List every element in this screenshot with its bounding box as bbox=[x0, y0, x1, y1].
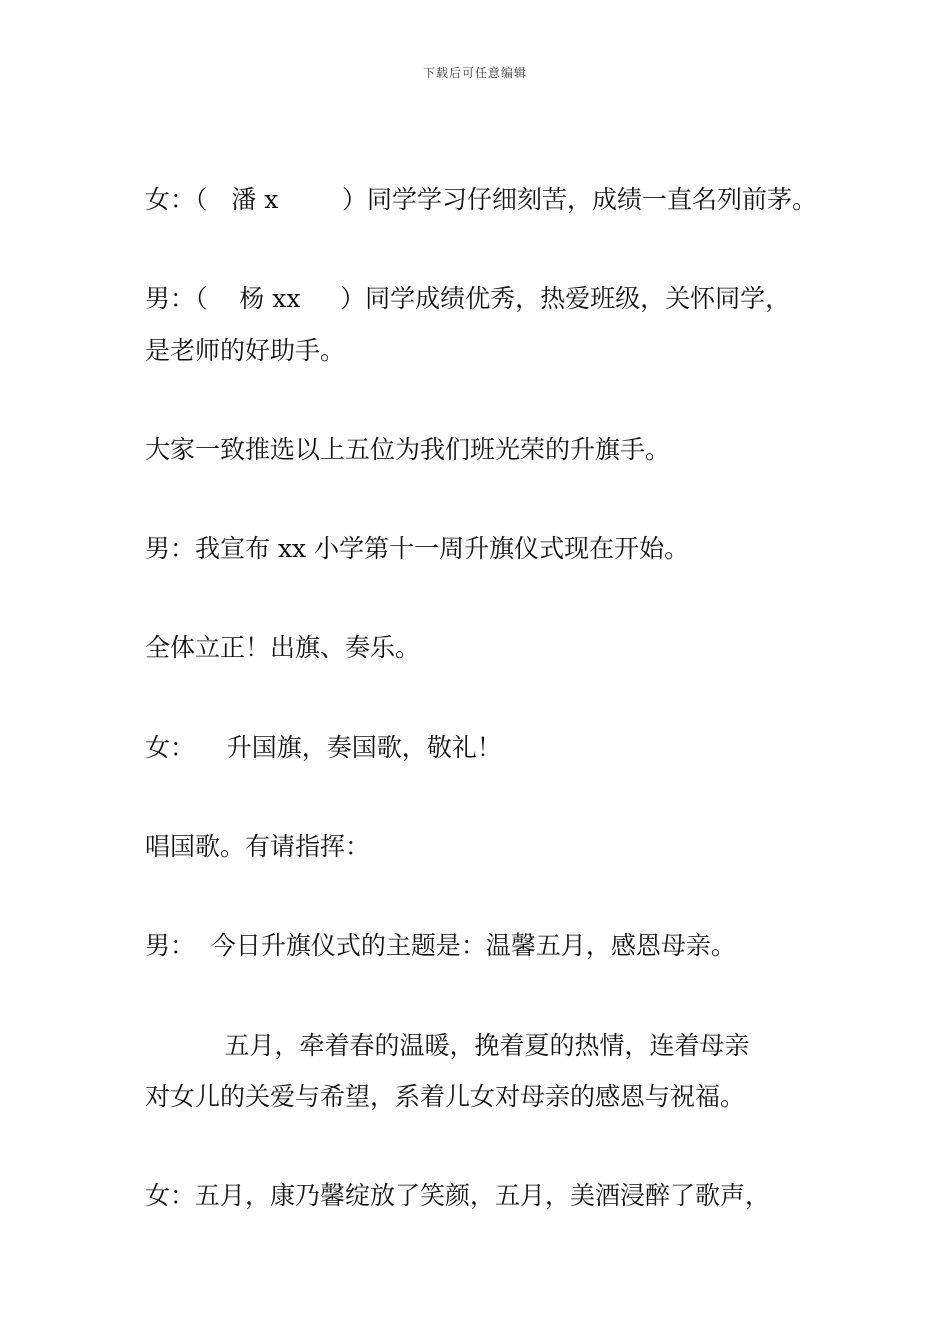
paragraph-line: 五月，牵着春的温暖，挽着夏的热情，连着母亲 bbox=[145, 1031, 750, 1060]
paragraph-line: 大家一致推选以上五位为我们班光荣的升旗手。 bbox=[145, 435, 671, 464]
paragraph-line: 对女儿的关爱与希望，系着儿女对母亲的感恩与祝福。 bbox=[145, 1082, 746, 1111]
paragraph-line: 男：我宣布 xx 小学第十一周升旗仪式现在开始。 bbox=[145, 534, 690, 563]
page-header: 下载后可任意编辑 bbox=[422, 66, 527, 80]
paragraph-line: 全体立正！出旗、奏乐。 bbox=[145, 633, 421, 662]
paragraph-line: 男：（ 杨 xx ）同学成绩优秀，热爱班级，关怀同学， bbox=[145, 284, 791, 313]
paragraph-line: 女：（ 潘 x ）同学学习仔细刻苦，成绩一直名列前茅。 bbox=[145, 185, 817, 214]
paragraph-line: 男： 今日升旗仪式的主题是：温馨五月，感恩母亲。 bbox=[145, 931, 736, 960]
paragraph-line: 是老师的好助手。 bbox=[145, 336, 346, 365]
paragraph-line: 女：五月，康乃馨绽放了笑颜，五月，美酒浸醉了歌声， bbox=[145, 1181, 771, 1210]
paragraph-line: 唱国歌。有请指挥： bbox=[145, 832, 371, 861]
paragraph-line: 女： 升国旗，奏国歌，敬礼！ bbox=[145, 733, 502, 762]
